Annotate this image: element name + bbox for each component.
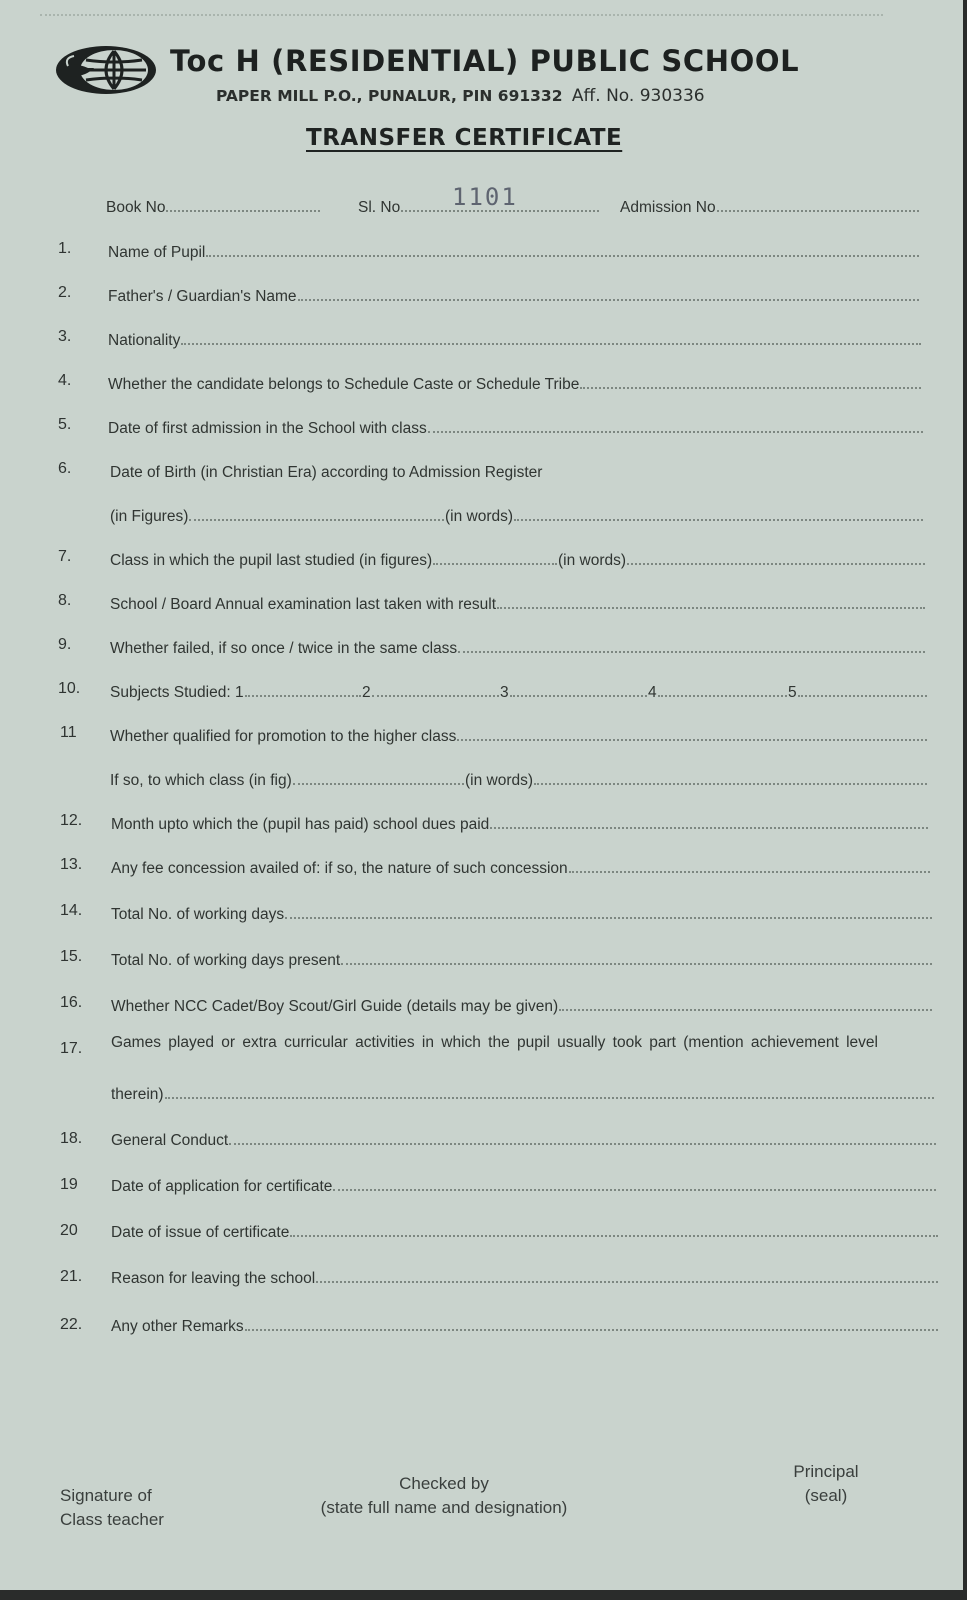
item-number: 20 bbox=[60, 1222, 78, 1239]
field-blank[interactable] bbox=[290, 1235, 938, 1237]
field-reason-leaving bbox=[111, 1266, 939, 1288]
field-label: Father's / Guardian's Name bbox=[108, 288, 297, 305]
item-number: 10. bbox=[58, 680, 81, 697]
item-number: 14. bbox=[60, 902, 83, 919]
school-name: Toc H (RESIDENTIAL) PUBLIC SCHOOL bbox=[170, 44, 800, 78]
perforation-edge bbox=[40, 14, 883, 16]
item-number: 15. bbox=[60, 948, 83, 965]
field-blank[interactable] bbox=[534, 783, 927, 785]
book-no-blank[interactable] bbox=[166, 210, 320, 212]
field-promotion-class-words bbox=[465, 768, 928, 790]
field-blank[interactable] bbox=[245, 695, 361, 697]
item-number: 17. bbox=[60, 1040, 83, 1057]
field-label: Games played or extra curricular activities in which the pupil usually took part (mention achievement level bbox=[111, 1034, 878, 1051]
field-last-class-words bbox=[558, 548, 926, 570]
item-number: 8. bbox=[58, 592, 72, 609]
field-label: 3 bbox=[500, 684, 509, 701]
field-blank[interactable] bbox=[165, 1097, 934, 1099]
field-promotion-class-fig bbox=[110, 768, 465, 790]
field-label: Month upto which the (pupil has paid) school dues paid bbox=[111, 816, 490, 833]
field-blank[interactable] bbox=[497, 607, 925, 609]
school-address bbox=[216, 86, 705, 106]
field-application-date bbox=[111, 1174, 937, 1196]
admission-no-label: Admission No bbox=[620, 199, 716, 216]
item-number: 19 bbox=[60, 1176, 78, 1193]
field-label: 4 bbox=[648, 684, 657, 701]
item-number: 3. bbox=[58, 328, 72, 345]
field-blank[interactable] bbox=[298, 299, 919, 301]
item-number: 18. bbox=[60, 1130, 83, 1147]
field-extra-curricular-cont bbox=[111, 1082, 935, 1104]
field-blank[interactable] bbox=[316, 1281, 938, 1283]
item-number: 16. bbox=[60, 994, 83, 1011]
item-number: 5. bbox=[58, 416, 72, 433]
field-label: Date of application for certificate bbox=[111, 1178, 333, 1195]
field-label: School / Board Annual examination last taken with result bbox=[110, 596, 497, 613]
field-subject-4 bbox=[648, 680, 788, 702]
principal-line2: (seal) bbox=[804, 1486, 848, 1505]
field-guardian-name bbox=[108, 284, 920, 306]
field-blank[interactable] bbox=[433, 563, 557, 565]
admission-no-field bbox=[620, 195, 920, 217]
field-working-days bbox=[111, 902, 933, 924]
field-label: Total No. of working days bbox=[111, 906, 285, 923]
field-blank[interactable] bbox=[559, 1009, 932, 1011]
item-number: 7. bbox=[58, 548, 72, 565]
field-last-class-figures bbox=[110, 548, 558, 570]
field-label: Date of issue of certificate bbox=[111, 1224, 290, 1241]
item-number: 1. bbox=[58, 240, 72, 257]
field-label: 5 bbox=[788, 684, 797, 701]
field-label: General Conduct bbox=[111, 1132, 229, 1149]
field-blank[interactable] bbox=[181, 343, 921, 345]
globe-lamp-logo-icon bbox=[54, 44, 162, 96]
class-teacher-line1: Signature of bbox=[60, 1486, 152, 1505]
item-number: 4. bbox=[58, 372, 72, 389]
checked-by-line1: Checked by bbox=[399, 1474, 489, 1493]
field-subject-1 bbox=[110, 680, 362, 702]
field-label: Whether NCC Cadet/Boy Scout/Girl Guide (details may be given) bbox=[111, 998, 559, 1015]
field-label: Any fee concession availed of: if so, the nature of such concession bbox=[111, 860, 568, 877]
field-blank[interactable] bbox=[458, 651, 925, 653]
book-no-label: Book No bbox=[106, 199, 166, 216]
item-number: 12. bbox=[60, 812, 83, 829]
field-blank[interactable] bbox=[285, 917, 932, 919]
field-label: Total No. of working days present bbox=[111, 952, 341, 969]
item-number: 13. bbox=[60, 856, 83, 873]
field-blank[interactable] bbox=[245, 1329, 938, 1331]
field-label: Date of Birth (in Christian Era) according to Admission Register bbox=[110, 464, 543, 481]
field-blank[interactable] bbox=[206, 255, 919, 257]
field-label: therein) bbox=[111, 1086, 164, 1103]
field-blank[interactable] bbox=[627, 563, 925, 565]
item-number: 9. bbox=[58, 636, 72, 653]
field-blank[interactable] bbox=[341, 963, 932, 965]
field-other-remarks bbox=[111, 1314, 939, 1336]
item-number: 22. bbox=[60, 1316, 83, 1333]
field-date-of-birth bbox=[110, 460, 810, 482]
field-dob-figures bbox=[110, 504, 445, 526]
checked-by-signature bbox=[318, 1472, 570, 1520]
field-blank[interactable] bbox=[510, 695, 647, 697]
field-blank[interactable] bbox=[189, 519, 444, 521]
field-subject-3 bbox=[500, 680, 648, 702]
class-teacher-signature bbox=[60, 1484, 164, 1532]
field-promotion bbox=[110, 724, 928, 746]
field-issue-date bbox=[111, 1220, 939, 1242]
field-label: Whether qualified for promotion to the higher class bbox=[110, 728, 457, 745]
field-caste-tribe bbox=[108, 372, 922, 394]
field-extra-curricular bbox=[111, 1030, 941, 1052]
field-label: Subjects Studied: 1 bbox=[110, 684, 244, 701]
field-label: (in words) bbox=[465, 772, 534, 789]
field-ncc-scout bbox=[111, 994, 933, 1016]
field-general-conduct bbox=[111, 1128, 937, 1150]
field-nationality bbox=[108, 328, 922, 350]
document-title: TRANSFER CERTIFICATE bbox=[306, 125, 623, 151]
field-label: Nationality bbox=[108, 332, 181, 349]
field-label: If so, to which class (in fig) bbox=[110, 772, 292, 789]
field-label: 2 bbox=[362, 684, 371, 701]
field-label: Whether failed, if so once / twice in the same class bbox=[110, 640, 458, 657]
item-number: 6. bbox=[58, 460, 72, 477]
field-label: Reason for leaving the school bbox=[111, 1270, 316, 1287]
field-subject-2 bbox=[362, 680, 500, 702]
field-blank[interactable] bbox=[798, 695, 927, 697]
field-dob-words bbox=[445, 504, 924, 526]
book-no-field bbox=[106, 195, 321, 217]
field-blank[interactable] bbox=[490, 827, 928, 829]
principal-line1: Principal bbox=[793, 1462, 859, 1481]
field-blank[interactable] bbox=[428, 431, 923, 433]
field-blank[interactable] bbox=[293, 783, 464, 785]
field-blank[interactable] bbox=[457, 739, 927, 741]
field-blank[interactable] bbox=[333, 1189, 936, 1191]
field-subject-5 bbox=[788, 680, 928, 702]
field-days-present bbox=[111, 948, 933, 970]
field-label: Whether the candidate belongs to Schedule Caste or Schedule Tribe bbox=[108, 376, 580, 393]
field-label: (in words) bbox=[558, 552, 627, 569]
field-blank[interactable] bbox=[514, 519, 923, 521]
admission-no-blank[interactable] bbox=[717, 210, 919, 212]
field-label: Class in which the pupil last studied (in figures) bbox=[110, 552, 433, 569]
field-label: (in words) bbox=[445, 508, 514, 525]
sl-no-value: 1101 bbox=[452, 183, 518, 211]
field-blank[interactable] bbox=[372, 695, 499, 697]
field-blank[interactable] bbox=[229, 1143, 936, 1145]
field-blank[interactable] bbox=[569, 871, 930, 873]
field-dues-paid bbox=[111, 812, 929, 834]
field-blank[interactable] bbox=[658, 695, 787, 697]
field-last-exam bbox=[110, 592, 926, 614]
checked-by-line2: (state full name and designation) bbox=[320, 1498, 568, 1517]
field-label: Any other Remarks bbox=[111, 1318, 244, 1335]
field-blank[interactable] bbox=[580, 387, 921, 389]
class-teacher-line2: Class teacher bbox=[60, 1510, 164, 1529]
item-number: 2. bbox=[58, 284, 72, 301]
sl-no-label: Sl. No bbox=[358, 199, 401, 216]
field-label: Name of Pupil bbox=[108, 244, 206, 261]
principal-signature bbox=[782, 1460, 870, 1508]
field-name-of-pupil bbox=[108, 240, 920, 262]
address-text: PAPER MILL P.O., PUNALUR, PIN 691332 bbox=[216, 87, 563, 105]
field-failed bbox=[110, 636, 926, 658]
field-label: Date of first admission in the School with class bbox=[108, 420, 427, 437]
item-number: 11 bbox=[60, 724, 77, 741]
affiliation-number: Aff. No. 930336 bbox=[571, 86, 705, 106]
field-label: (in Figures) bbox=[110, 508, 189, 525]
field-first-admission bbox=[108, 416, 924, 438]
item-number: 21. bbox=[60, 1268, 83, 1285]
field-fee-concession bbox=[111, 856, 931, 878]
